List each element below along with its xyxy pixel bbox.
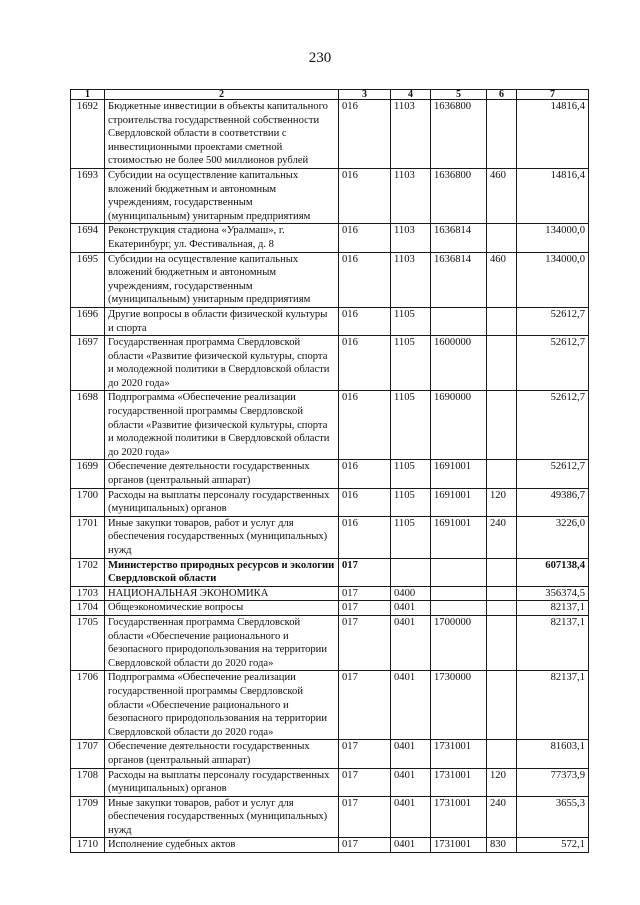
table-row [71,558,589,586]
row-section-code: 1105 [391,488,431,516]
row-name: Реконструкция стадиона «Уралмаш», г. Екатеринбург, ул. Фестивальная, д. 8 [105,224,339,252]
row-name: Бюджетные инвестиции в объекты капитального строительства государственной собственности Свердловской области в соответствии с инвестиционными проектами сметной стоимостью не более 500 миллионов рублей [105,100,339,169]
row-name: Субсидии на осуществление капитальных вложений бюджетным и автономным учреждениям, государственным (муниципальным) унитарным предприятиям [105,252,339,307]
column-header-6: 6 [487,90,517,100]
row-amount: 134000,0 [517,224,589,252]
row-name: Иные закупки товаров, работ и услуг для обеспечения государственных (муниципальных) нужд [105,516,339,558]
row-expense-type [487,460,517,488]
table-body [71,100,589,853]
row-target-code: 1731001 [431,796,487,838]
row-ministry-code: 016 [339,336,391,391]
row-ministry-code: 016 [339,224,391,252]
table-row [71,601,589,616]
row-expense-type: 830 [487,838,517,853]
row-expense-type [487,601,517,616]
row-amount: 82137,1 [517,601,589,616]
row-number: 1701 [71,516,105,558]
row-number: 1696 [71,307,105,335]
row-number: 1705 [71,615,105,670]
row-amount: 3226,0 [517,516,589,558]
row-amount: 77373,9 [517,768,589,796]
row-ministry-code: 016 [339,516,391,558]
row-number: 1702 [71,558,105,586]
row-amount: 49386,7 [517,488,589,516]
row-number: 1704 [71,601,105,616]
table-row [71,168,589,223]
row-ministry-code: 016 [339,391,391,460]
row-expense-type: 460 [487,252,517,307]
row-amount: 81603,1 [517,740,589,768]
table-row [71,586,589,601]
row-name: Субсидии на осуществление капитальных вложений бюджетным и автономным учреждениям, государственным (муниципальным) унитарным предприятиям [105,168,339,223]
row-ministry-code: 017 [339,740,391,768]
table-row [71,488,589,516]
table-row [71,516,589,558]
row-number: 1694 [71,224,105,252]
row-amount: 14816,4 [517,100,589,169]
row-target-code: 1636814 [431,224,487,252]
row-target-code: 1690000 [431,391,487,460]
row-expense-type: 120 [487,768,517,796]
row-section-code: 0400 [391,586,431,601]
table-row [71,768,589,796]
row-number: 1695 [71,252,105,307]
row-target-code: 1636800 [431,100,487,169]
table-row [71,671,589,740]
row-expense-type [487,391,517,460]
row-target-code: 1731001 [431,740,487,768]
row-section-code: 1103 [391,224,431,252]
table-row [71,460,589,488]
row-ministry-code: 017 [339,601,391,616]
page-number: 230 [308,50,332,66]
row-number: 1693 [71,168,105,223]
row-expense-type [487,671,517,740]
row-name: Обеспечение деятельности государственных органов (центральный аппарат) [105,460,339,488]
row-ministry-code: 016 [339,460,391,488]
row-number: 1710 [71,838,105,853]
row-target-code: 1730000 [431,671,487,740]
row-section-code: 1105 [391,336,431,391]
row-name: Подпрограмма «Обеспечение реализации государственной программы Свердловской области «Развитие физической культуры, спорта и молодежной политики в Свердловской области до 2020 года» [105,391,339,460]
table-row [71,336,589,391]
row-target-code: 1636814 [431,252,487,307]
row-name: Министерство природных ресурсов и экологии Свердловской области [105,558,339,586]
table-row [71,740,589,768]
row-amount: 52612,7 [517,460,589,488]
row-ministry-code: 016 [339,168,391,223]
row-number: 1708 [71,768,105,796]
row-amount: 134000,0 [517,252,589,307]
row-target-code: 1731001 [431,838,487,853]
budget-table [70,89,589,853]
table-row [71,100,589,169]
row-name: Обеспечение деятельности государственных органов (центральный аппарат) [105,740,339,768]
row-name: Расходы на выплаты персоналу государственных (муниципальных) органов [105,768,339,796]
row-number: 1703 [71,586,105,601]
row-name: Подпрограмма «Обеспечение реализации государственной программы Свердловской области «Обеспечение рационального и безопасного природопользования на территории Свердловской области до 2020 года» [105,671,339,740]
row-expense-type [487,100,517,169]
row-ministry-code: 017 [339,768,391,796]
row-ministry-code: 016 [339,100,391,169]
row-expense-type: 240 [487,796,517,838]
row-section-code: 1103 [391,252,431,307]
row-name: Иные закупки товаров, работ и услуг для обеспечения государственных (муниципальных) нужд [105,796,339,838]
row-name: Расходы на выплаты персоналу государственных (муниципальных) органов [105,488,339,516]
row-section-code: 1103 [391,100,431,169]
row-section-code: 0401 [391,796,431,838]
row-expense-type [487,558,517,586]
row-amount: 52612,7 [517,391,589,460]
row-number: 1706 [71,671,105,740]
row-section-code: 0401 [391,740,431,768]
row-ministry-code: 017 [339,838,391,853]
row-section-code: 1105 [391,391,431,460]
row-name: НАЦИОНАЛЬНАЯ ЭКОНОМИКА [105,586,339,601]
column-header-2: 2 [105,90,339,100]
row-ministry-code: 017 [339,615,391,670]
column-header-5: 5 [431,90,487,100]
column-header-7: 7 [517,90,589,100]
table-row [71,796,589,838]
row-expense-type: 240 [487,516,517,558]
row-section-code: 1105 [391,307,431,335]
row-amount: 82137,1 [517,671,589,740]
column-header-1: 1 [71,90,105,100]
row-section-code: 1105 [391,460,431,488]
row-ministry-code: 016 [339,488,391,516]
row-number: 1692 [71,100,105,169]
row-number: 1707 [71,740,105,768]
row-section-code: 0401 [391,768,431,796]
row-ministry-code: 017 [339,796,391,838]
row-section-code: 1105 [391,516,431,558]
row-section-code [391,558,431,586]
row-expense-type [487,336,517,391]
row-ministry-code: 016 [339,307,391,335]
row-ministry-code: 017 [339,671,391,740]
row-expense-type [487,615,517,670]
table-row [71,615,589,670]
row-target-code [431,307,487,335]
column-header-4: 4 [391,90,431,100]
row-target-code [431,601,487,616]
row-number: 1700 [71,488,105,516]
row-ministry-code: 017 [339,558,391,586]
row-ministry-code: 017 [339,586,391,601]
row-ministry-code: 016 [339,252,391,307]
row-expense-type: 460 [487,168,517,223]
row-target-code [431,586,487,601]
row-amount: 572,1 [517,838,589,853]
table-row [71,391,589,460]
row-name: Общеэкономические вопросы [105,601,339,616]
row-amount: 3655,3 [517,796,589,838]
row-section-code: 1103 [391,168,431,223]
table-row [71,307,589,335]
row-section-code: 0401 [391,838,431,853]
row-target-code [431,558,487,586]
table-row [71,224,589,252]
row-amount: 52612,7 [517,307,589,335]
table-row [71,252,589,307]
row-target-code: 1731001 [431,768,487,796]
row-amount: 14816,4 [517,168,589,223]
row-expense-type [487,307,517,335]
row-number: 1698 [71,391,105,460]
row-name: Государственная программа Свердловской области «Развитие физической культуры, спорта и молодежной политики в Свердловской области до 2020 года» [105,336,339,391]
row-section-code: 0401 [391,601,431,616]
row-section-code: 0401 [391,615,431,670]
row-target-code: 1691001 [431,488,487,516]
row-number: 1699 [71,460,105,488]
row-section-code: 0401 [391,671,431,740]
row-target-code: 1691001 [431,460,487,488]
row-amount: 356374,5 [517,586,589,601]
column-header-3: 3 [339,90,391,100]
row-amount: 52612,7 [517,336,589,391]
row-expense-type [487,224,517,252]
row-expense-type [487,740,517,768]
row-target-code: 1636800 [431,168,487,223]
row-expense-type [487,586,517,601]
row-target-code: 1700000 [431,615,487,670]
row-name: Исполнение судебных актов [105,838,339,853]
row-name: Другие вопросы в области физической культуры и спорта [105,307,339,335]
row-number: 1709 [71,796,105,838]
row-name: Государственная программа Свердловской области «Обеспечение рационального и безопасного природопользования на территории Свердловской области до 2020 года» [105,615,339,670]
table-header [71,90,589,100]
table-row [71,838,589,853]
row-expense-type: 120 [487,488,517,516]
row-target-code: 1600000 [431,336,487,391]
row-target-code: 1691001 [431,516,487,558]
row-number: 1697 [71,336,105,391]
row-amount: 82137,1 [517,615,589,670]
row-amount: 607138,4 [517,558,589,586]
